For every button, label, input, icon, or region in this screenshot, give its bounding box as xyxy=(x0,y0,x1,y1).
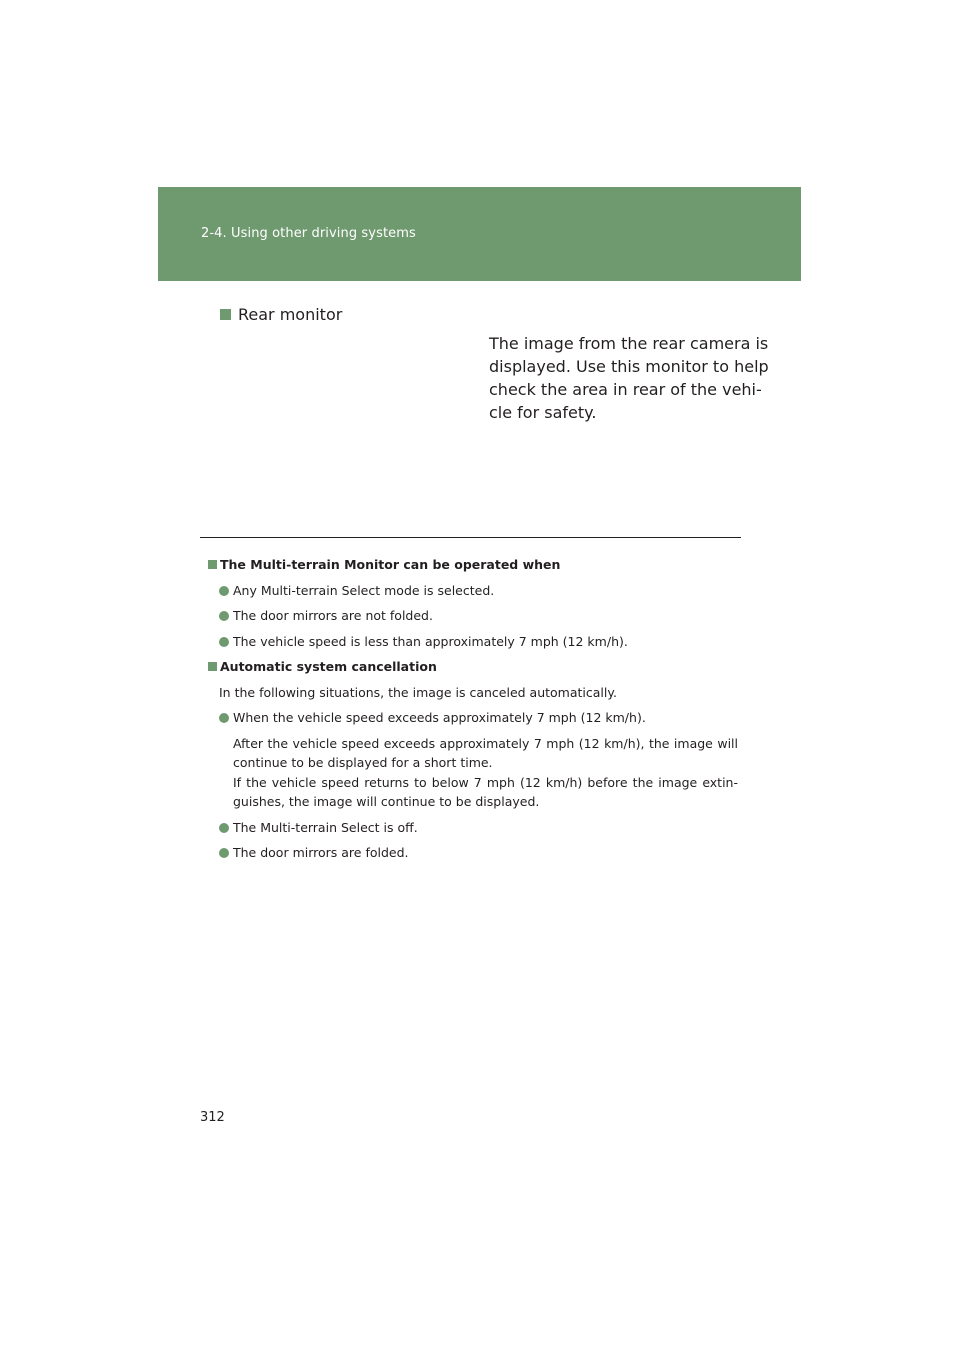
intro-paragraph xyxy=(489,332,769,424)
intro-line: The image from the rear camera is xyxy=(489,334,769,353)
square-bullet-icon xyxy=(208,662,217,671)
chapter-title: 2-4. Using other driving systems xyxy=(201,226,416,241)
sub-paragraph: After the vehicle speed exceeds approximately 7 mph (12 km/h), the image will continue to be displayed for a short time. If the vehicle speed returns to below 7 mph (12 km/h) before the image extin-guishes, the image will continue to be displayed. xyxy=(233,735,738,809)
circle-bullet-icon xyxy=(219,611,229,621)
list-item: Any Multi-terrain Select mode is selected. xyxy=(208,581,738,601)
intro-line: displayed. Use this monitor to help xyxy=(489,357,769,376)
square-bullet-icon xyxy=(220,309,231,320)
square-bullet-icon xyxy=(208,560,217,569)
intro-line: check the area in rear of the vehi- xyxy=(489,380,762,399)
circle-bullet-icon xyxy=(219,848,229,858)
note-heading-operated: The Multi-terrain Monitor can be operated when xyxy=(208,555,738,575)
intro-line: cle for safety. xyxy=(489,403,597,422)
cancel-intro-text: In the following situations, the image is canceled automatically. xyxy=(219,684,617,700)
chapter-header xyxy=(158,187,801,281)
notes-section xyxy=(208,555,738,863)
circle-bullet-icon xyxy=(219,713,229,723)
divider xyxy=(200,537,741,538)
section-heading xyxy=(220,305,342,324)
page-number: 312 xyxy=(200,1110,225,1125)
section-heading-text: Rear monitor xyxy=(238,305,343,324)
list-item: The door mirrors are folded. xyxy=(208,843,738,863)
list-item: The Multi-terrain Select is off. xyxy=(208,818,738,838)
list-item: When the vehicle speed exceeds approximately 7 mph (12 km/h). xyxy=(208,708,738,728)
circle-bullet-icon xyxy=(219,823,229,833)
circle-bullet-icon xyxy=(219,586,229,596)
list-item: The vehicle speed is less than approximately 7 mph (12 km/h). xyxy=(208,632,738,652)
list-item: The door mirrors are not folded. xyxy=(208,606,738,626)
note-heading-cancellation: Automatic system cancellation xyxy=(208,657,738,677)
circle-bullet-icon xyxy=(219,637,229,647)
